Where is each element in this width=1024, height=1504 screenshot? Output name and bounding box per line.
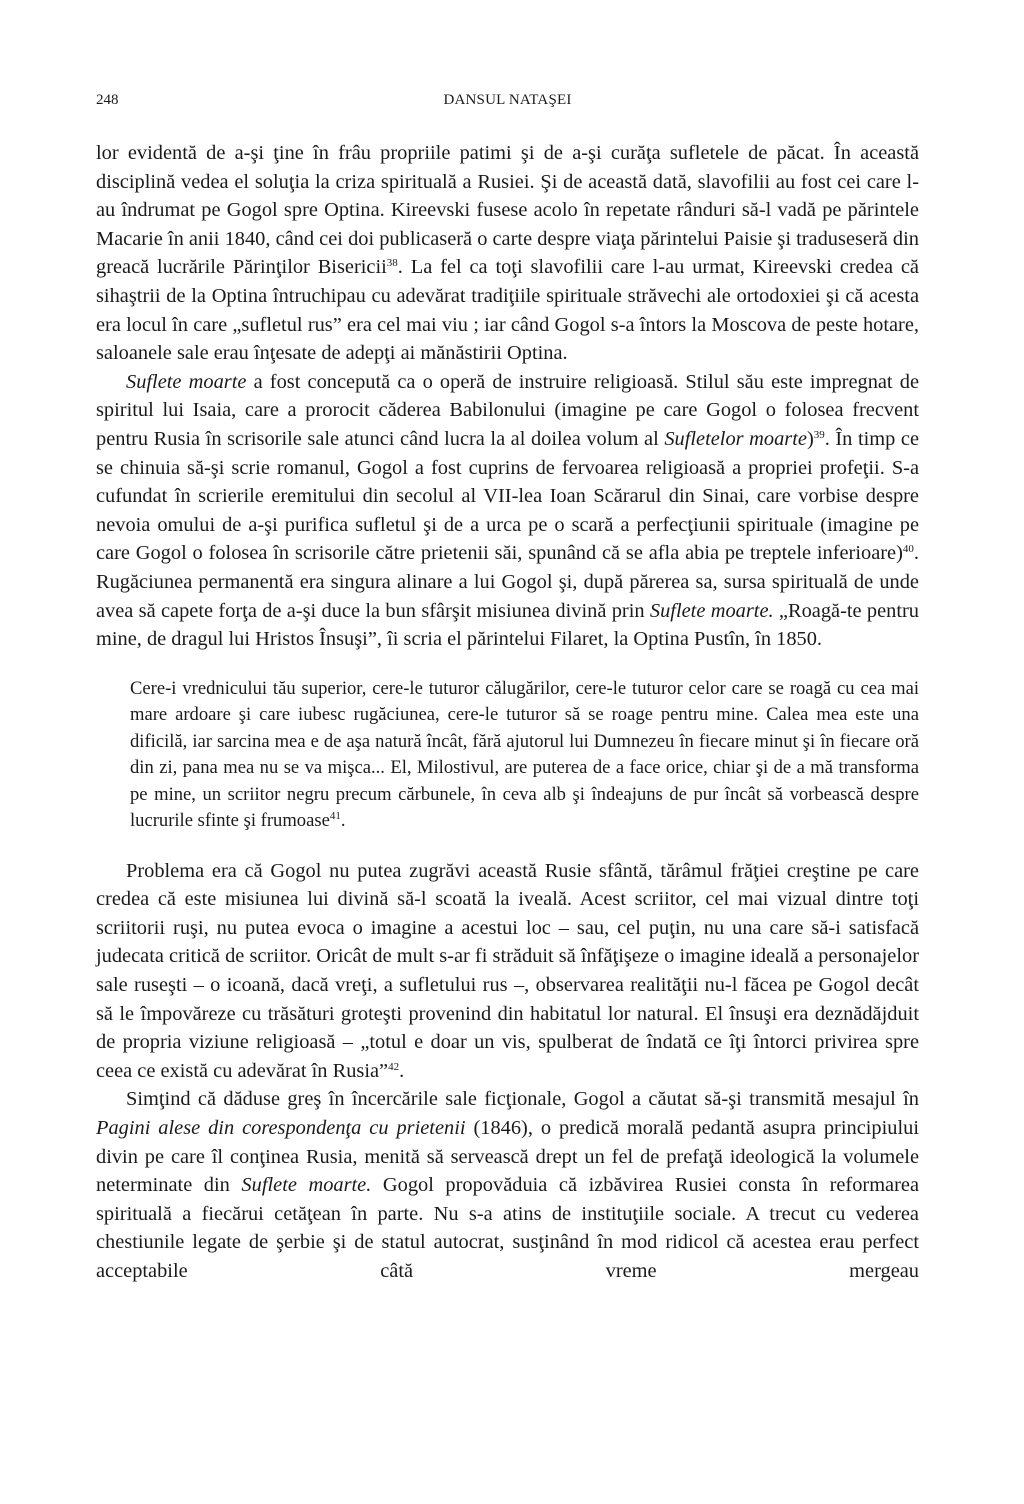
quote-text: Cere-i vrednicului tău superior, cere-le tuturor călugărilor, cere-le tuturor celor care se roagă cu cea mai mare ardoare şi care iubesc rugăciunea, cere-le tuturor să se roage pentru mine. Calea mea este una dificilă, iar sarcina mea e de aşa natură încât, fără ajutorul lui Dumnezeu în fiecare minut şi în fiecare oră din zi, pana mea nu se va mişca... El, Milostivul, are puterea de a face orice, chiar şi de a mă transforma pe mine, un scriitor negru precum cărbunele, în ceva alb şi îndeajuns de pur încât să vorbească despre lucrurile sfinte şi frumoase$^{41}$. [130,677,919,832]
footnote-marker: 40 [902,543,914,556]
italic-title: Suflete moarte. [241,1174,372,1197]
page-body [96,139,919,1286]
footnote-marker: 39 [813,428,825,441]
paragraph: Problema era că Gogol nu putea zugrăvi această Rusie sfântă, tărâmul frăţiei creştine pe care credea că este misiunea lui divină să-l scoată la iveală. Acest scriitor, cel mai vizual dintre toţi scriitorii ruşi, nu putea evoca o imagine a acestui loc – sau, cel puţin, nu una care să-i satisfacă judecata critică de scriitor. Oricât de mult s-ar fi străduit să înfăţişeze o imagine ideală a personajelor sale ruseşti – o icoană, dacă vreţi, a sufletului rus –, observarea realităţii nu-l făcea pe Gogol decât să le împovăreze cu trăsături groteşti provenind din habitatul lor natural. El însuşi era deznădăjduit de propria viziune religioasă – „totul e doar un vis, spulberat de îndată ce îţi întorci privirea spre ceea ce există cu adevărat în Rusia”$^{42}$. [96,859,919,1082]
footnote-marker: 41 [329,810,341,823]
footnote-marker: 38 [386,257,398,270]
running-title: DANSUL NATAŞEI [443,92,572,108]
paragraph: Simţind că dăduse greş în încercările sale ficţionale, Gogol a căutat să-şi transmită mesajul în Pagini alese din corespondenţa cu prietenii (1846), o predică morală pedantă asupra principiului divin pe care îl conţinea Rusia, menită să servească drept un fel de prefaţă ideologică la volumele neterminate din Suflete moarte. Gogol propovăduia că izbăvirea Rusiei consta în reformarea spirituală a fiecărui cetăţean în parte. Nu s-a atins de instituţiile sociale. A trecut cu vederea chestiunile legate de şerbie şi de statul autocrat, susţinând în mod ridicol că acestea erau perfect acceptabile câtă vreme mergeau [96,1088,920,1282]
footnote-marker: 42 [388,1060,400,1073]
page-header [96,92,919,114]
italic-title: Pagini alese din corespondenţa cu prietenii [96,1117,466,1140]
paragraph: lor evidentă de a-şi ţine în frâu propriile patimi şi de a-şi curăţa sufletele de păcat. În această disciplină vedea el soluţia la criza spirituală a Rusiei. Şi de această dată, slavofilii au fost cei care l-au îndrumat pe Gogol spre Optina. Kireevski fusese acolo în repetate rânduri să-l vadă pe părintele Macarie în anii 1840, când cei doi publicaseră o carte despre viaţa părintelui Paisie şi traduseseră din greacă lucrările Părinţilor Bisericii$^{38}$. La fel ca toţi slavofilii care l-au urmat, Kireevski credea că sihaştrii de la Optina întruchipau cu adevărat tradiţiile spirituale străvechi ale ortodoxiei şi că acesta era locul în care „sufletul rus” era cel mai viu ; iar când Gogol s-a întors la Moscova de peste hotare, saloanele sale erau înţesate de adepţi ai mănăstirii Optina. [96,142,919,365]
paragraph: Suflete moarte a fost concepută ca o operă de instruire religioasă. Stilul său este impregnat de spiritul lui Isaia, care a prorocit căderea Babilonului (imagine pe care Gogol o folosea frecvent pentru Rusia în scrisorile sale atunci când lucra la al doilea volum al Sufletelor moarte)$^{39}$. În timp ce se chinuia să-şi scrie romanul, Gogol a fost cuprins de fervoarea religioasă a propriei profeţii. S-a cufundat în scrierile eremitului din secolul al VII-lea Ioan Scărarul din Sinai, care vorbise despre nevoia omului de a-şi purifica sufletul şi de a urca pe o scară a perfecţiunii spirituale (imagine pe care Gogol o folosea în scrisorile către prietenii săi, spunând că se afla abia pe treptele inferioare)$^{40}$. Rugăciunea permanentă era singura alinare a lui Gogol şi, după părerea sa, sursa spirituală de unde avea să capete forţa de a-şi duce la bun sfârşit misiunea divină prin Suflete moarte. „Roagă-te pentru mine, de dragul lui Hristos Însuşi”, îi scria el părintelui Filaret, la Optina Pustîn, în 1850. [96,370,920,651]
italic-title: Suflete moarte [126,370,247,393]
page-number: 248 [96,92,119,108]
block-quote [130,676,919,835]
italic-title: Suflete moarte. [649,599,774,622]
italic-title: Sufletelor moarte [664,427,807,450]
